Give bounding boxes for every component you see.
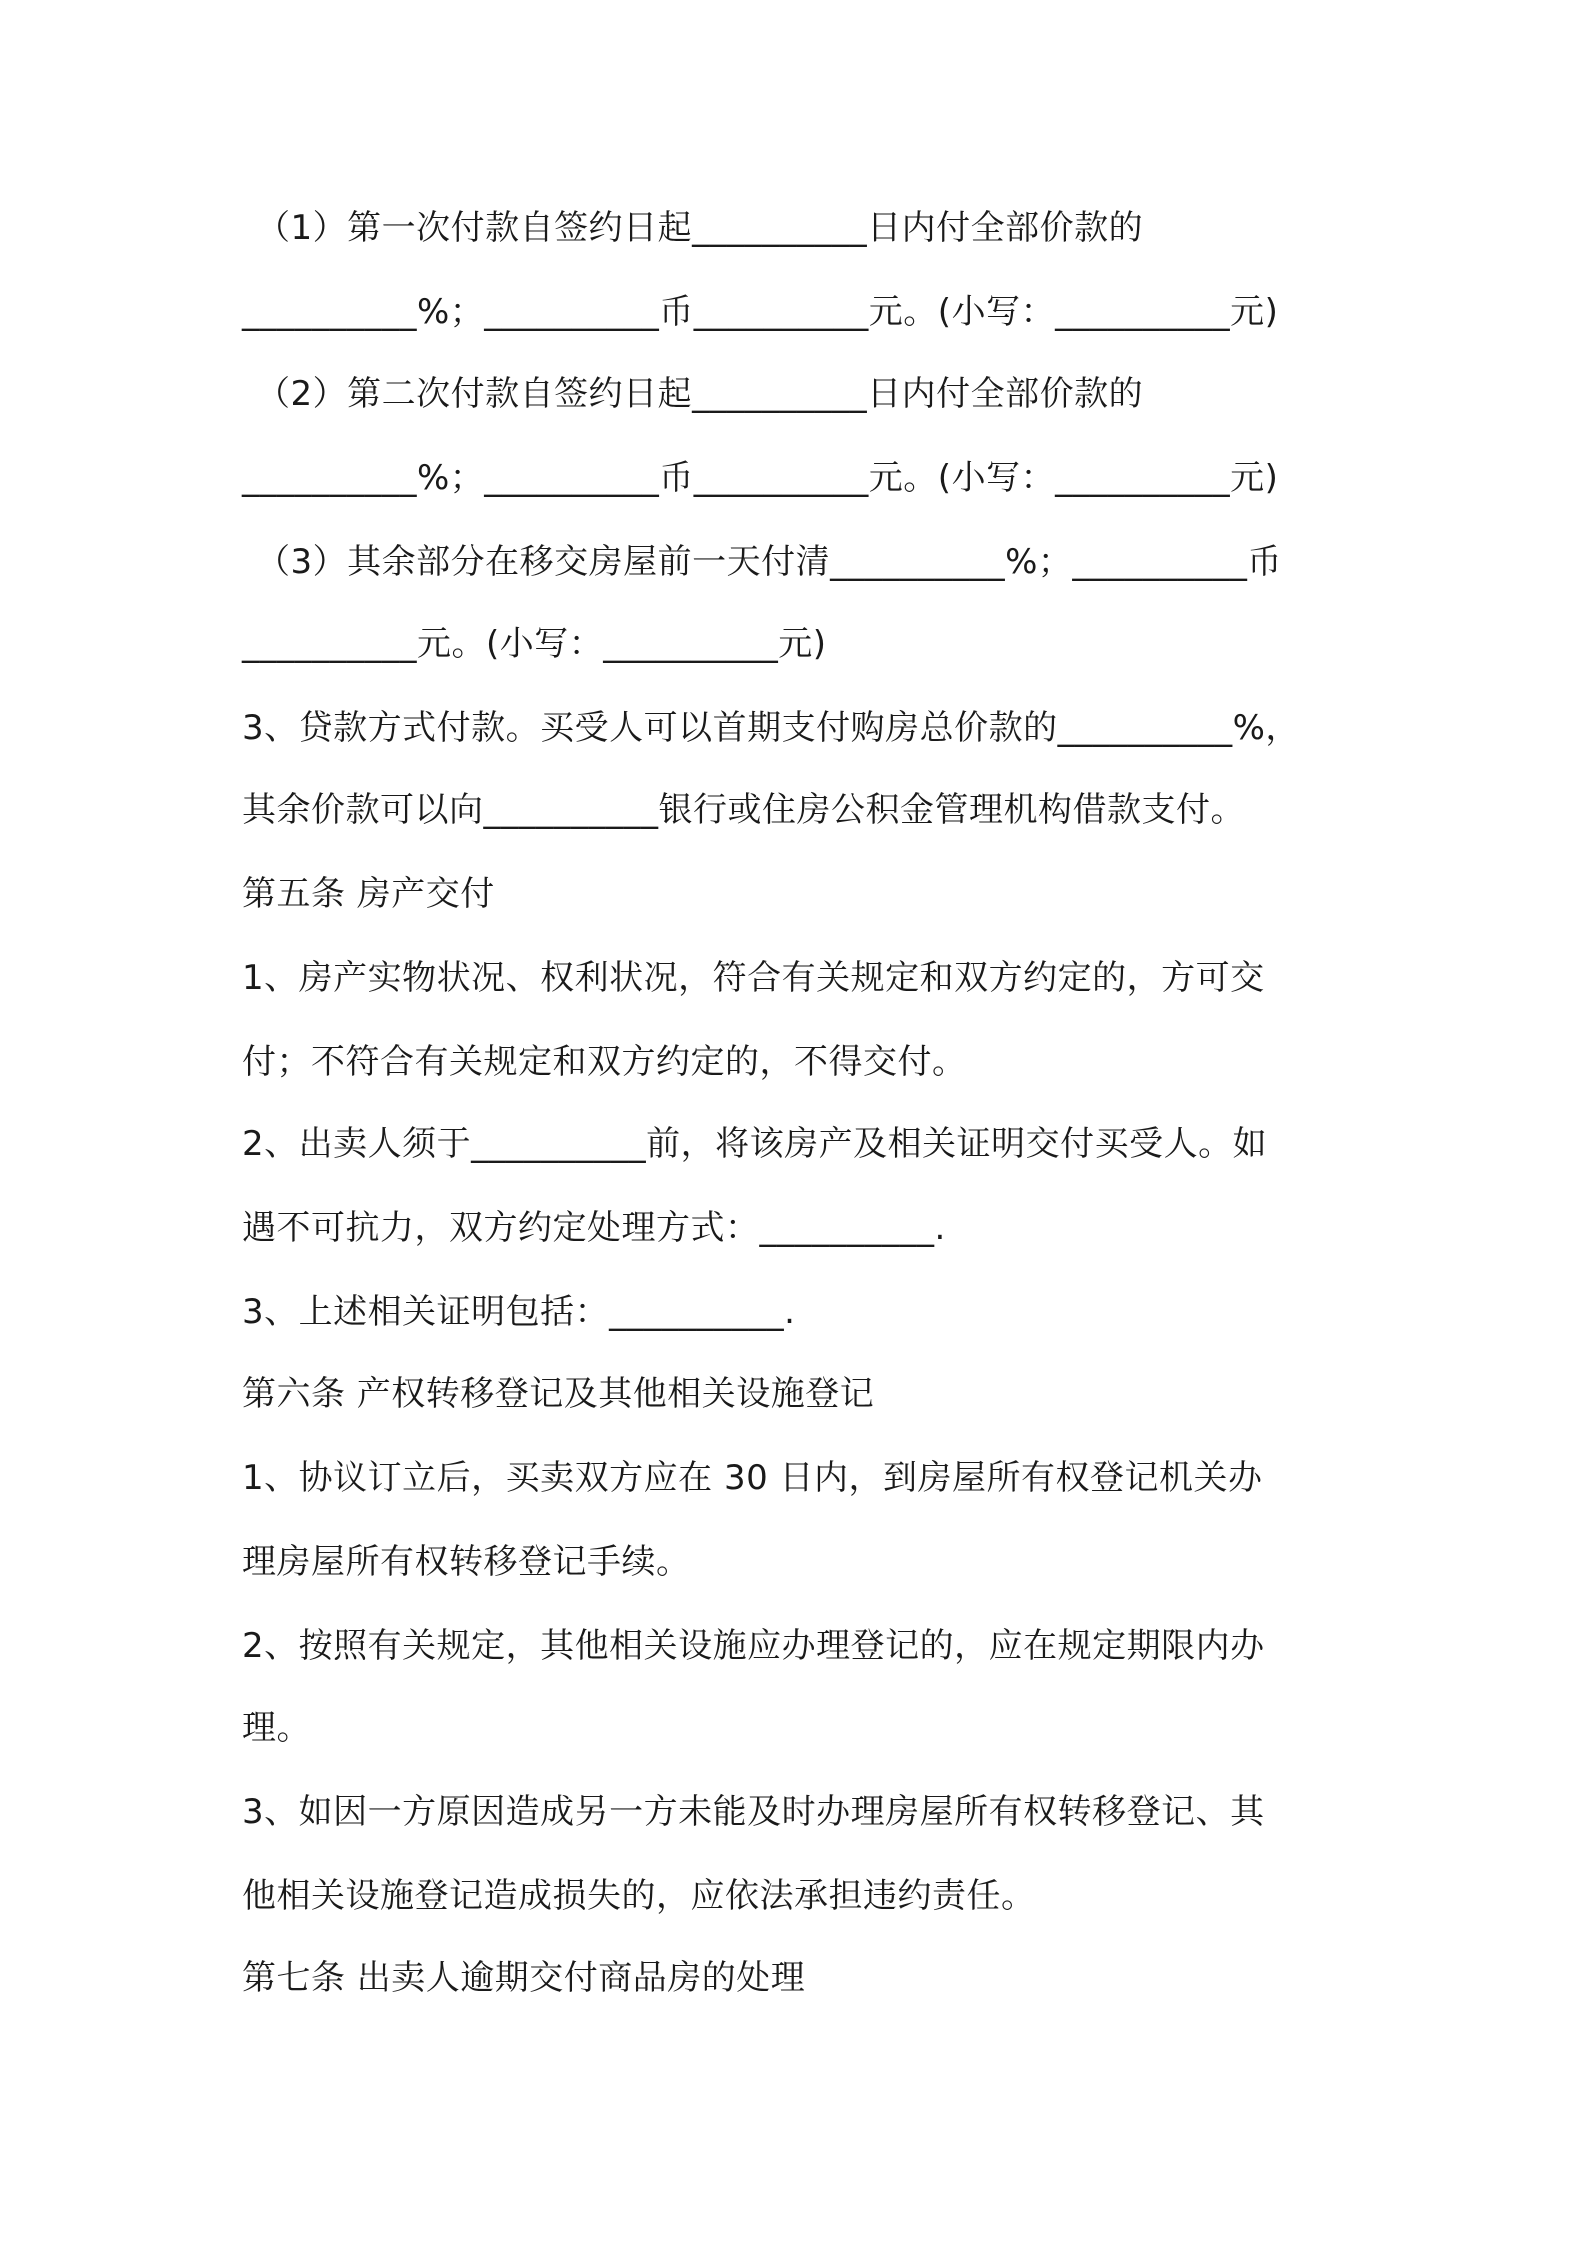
delivery-clause-3: 3、上述相关证明包括：__________. — [242, 1292, 796, 1332]
registration-clause-1: 1、协议订立后，买卖双方应在 30 日内，到房屋所有权登记机关办 — [242, 1458, 1263, 1498]
payment-first-installment: （1）第一次付款自签约日起__________日内付全部价款的 — [256, 208, 1144, 248]
article-six-heading: 第六条 产权转移登记及其他相关设施登记 — [242, 1374, 875, 1414]
registration-clause-3-cont: 他相关设施登记造成损失的，应依法承担违约责任。 — [242, 1876, 1036, 1916]
payment-first-amount: __________%；__________币__________元。(小写：__________元) — [242, 292, 1279, 332]
registration-clause-2-cont: 理。 — [242, 1708, 311, 1748]
delivery-clause-2: 2、出卖人须于__________前，将该房产及相关证明交付买受人。如 — [242, 1124, 1268, 1164]
loan-payment-clause: 3、贷款方式付款。买受人可以首期支付购房总价款的__________%， — [242, 708, 1300, 748]
delivery-clause-1: 1、房产实物状况、权利状况，符合有关规定和双方约定的，方可交 — [242, 958, 1265, 998]
article-five-heading: 第五条 房产交付 — [242, 874, 495, 914]
payment-second-installment: （2）第二次付款自签约日起__________日内付全部价款的 — [256, 374, 1144, 414]
loan-payment-clause-cont: 其余价款可以向__________银行或住房公积金管理机构借款支付。 — [242, 790, 1245, 830]
delivery-clause-1-cont: 付；不符合有关规定和双方约定的，不得交付。 — [242, 1042, 967, 1082]
registration-clause-3: 3、如因一方原因造成另一方未能及时办理房屋所有权转移登记、其 — [242, 1792, 1265, 1832]
article-seven-heading: 第七条 出卖人逾期交付商品房的处理 — [242, 1958, 806, 1998]
payment-remainder: （3）其余部分在移交房屋前一天付清__________%；__________币 — [256, 542, 1282, 582]
registration-clause-1-cont: 理房屋所有权转移登记手续。 — [242, 1542, 691, 1582]
payment-remainder-amount: __________元。(小写：__________元) — [242, 624, 827, 664]
payment-second-amount: __________%；__________币__________元。(小写：__________元) — [242, 458, 1279, 498]
delivery-clause-2-cont: 遇不可抗力，双方约定处理方式：__________. — [242, 1208, 946, 1248]
registration-clause-2: 2、按照有关规定，其他相关设施应办理登记的，应在规定期限内办 — [242, 1626, 1265, 1666]
